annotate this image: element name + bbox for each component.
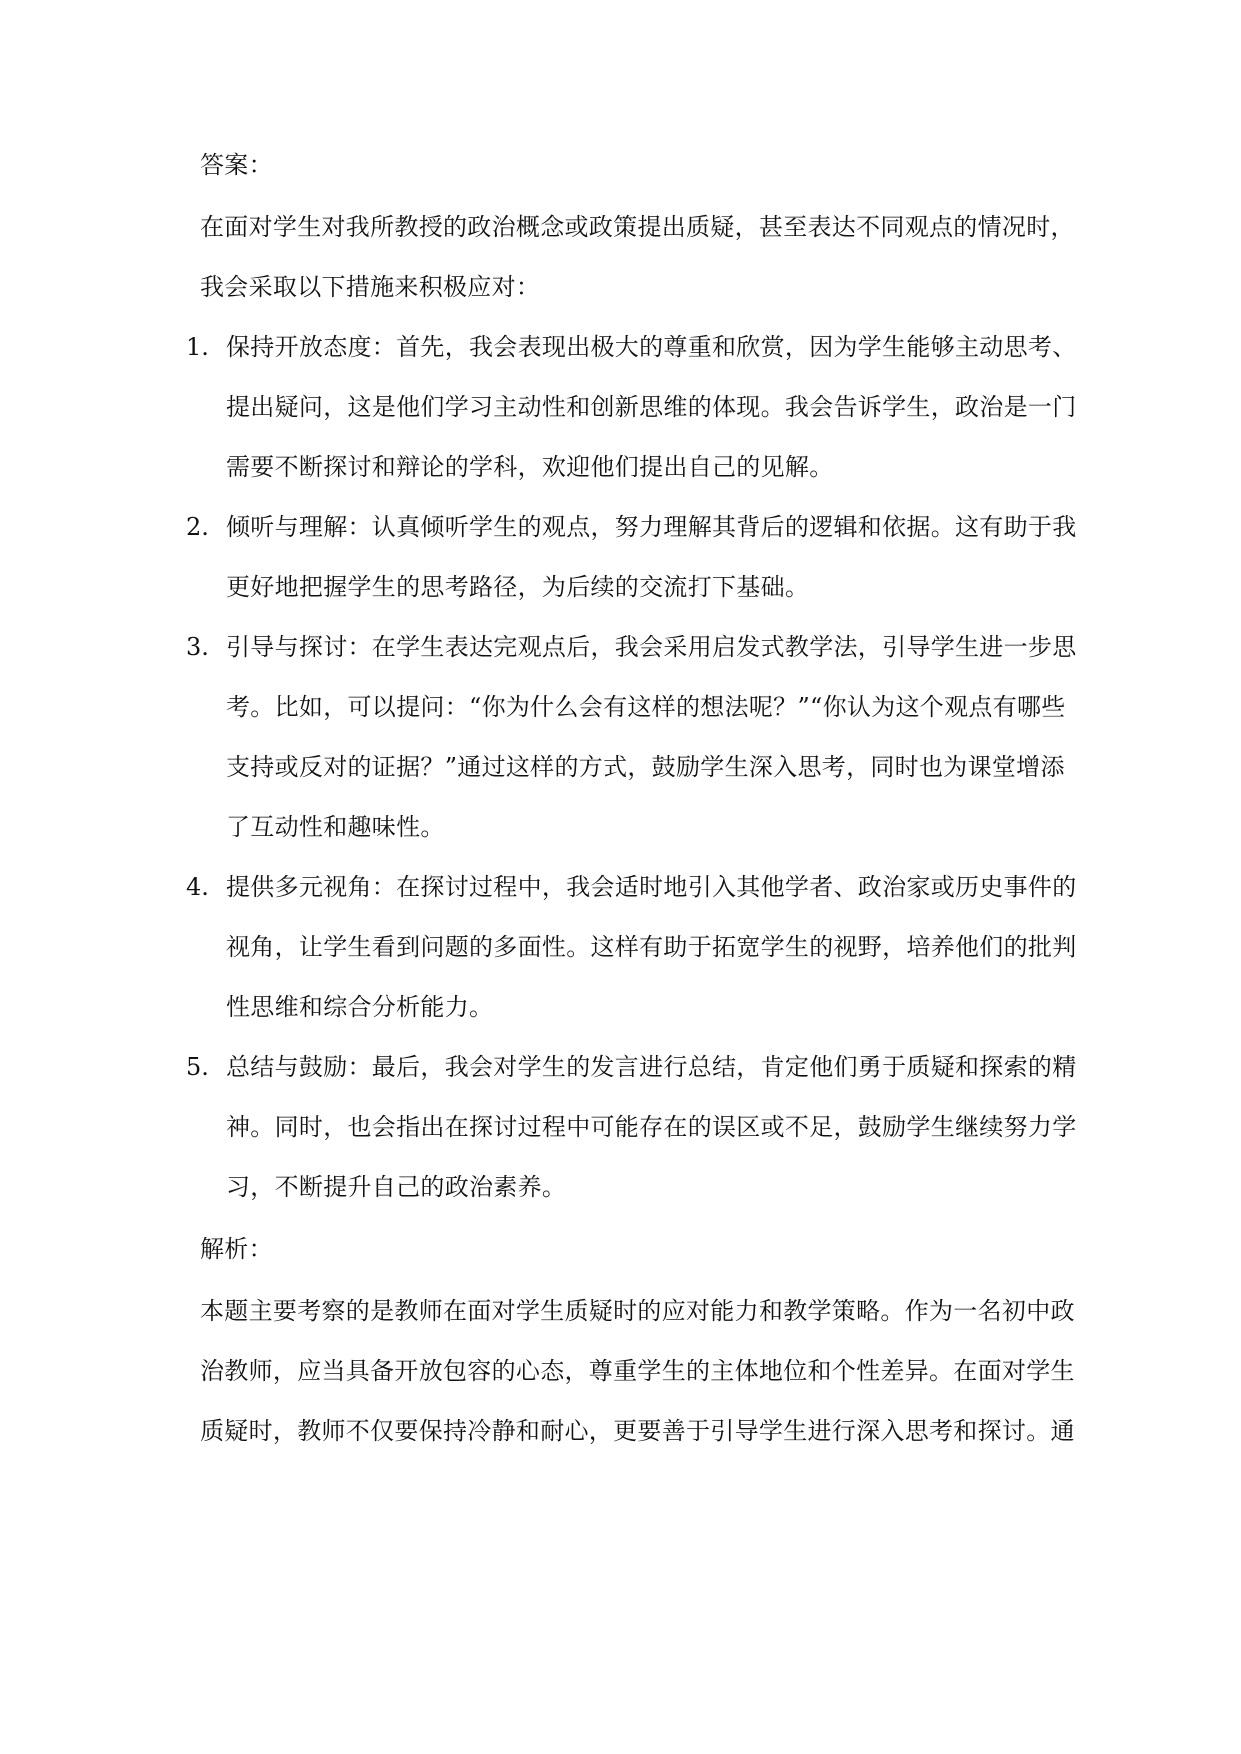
list-item-line: 引导与探讨：在学生表达完观点后，我会采用启发式教学法，引导学生进一步思: [226, 633, 1077, 661]
list-item-line: 保持开放态度：首先，我会表现出极大的尊重和欣赏，因为学生能够主动思考、: [226, 333, 1077, 361]
list-item-line: 性思维和综合分析能力。: [226, 993, 494, 1021]
intro-line: 在面对学生对我所教授的政治概念或政策提出质疑，甚至表达不同观点的情况时，: [200, 213, 1075, 241]
analysis-line: 质疑时，教师不仅要保持冷静和耐心，更要善于引导学生进行深入思考和探讨。通: [200, 1417, 1075, 1445]
list-item-line: 提出疑问，这是他们学习主动性和创新思维的体现。我会告诉学生，政治是一门: [226, 393, 1077, 421]
list-item-line: 支持或反对的证据？”通过这样的方式，鼓励学生深入思考，同时也为课堂增添: [226, 753, 1065, 781]
list-item-number: 1.: [186, 333, 209, 361]
list-item-line: 神。同时，也会指出在探讨过程中可能存在的误区或不足，鼓励学生继续努力学: [226, 1113, 1077, 1141]
list-item-line: 总结与鼓励：最后，我会对学生的发言进行总结，肯定他们勇于质疑和探索的精: [226, 1053, 1077, 1081]
analysis-heading: 解析：: [200, 1235, 273, 1263]
list-item-line: 视角，让学生看到问题的多面性。这样有助于拓宽学生的视野，培养他们的批判: [226, 933, 1077, 961]
list-item-number: 4.: [186, 873, 209, 901]
list-item-line: 需要不断探讨和辩论的学科，欢迎他们提出自己的见解。: [226, 453, 834, 481]
intro-line: 我会采取以下措施来积极应对：: [200, 273, 541, 301]
list-item-number: 5.: [186, 1053, 209, 1081]
analysis-line: 本题主要考察的是教师在面对学生质疑时的应对能力和教学策略。作为一名初中政: [200, 1297, 1075, 1325]
list-item-line: 提供多元视角：在探讨过程中，我会适时地引入其他学者、政治家或历史事件的: [226, 873, 1077, 901]
list-item-number: 3.: [186, 633, 209, 661]
list-item-line: 了互动性和趣味性。: [226, 813, 445, 841]
list-item-line: 习，不断提升自己的政治素养。: [226, 1173, 567, 1201]
list-item-line: 倾听与理解：认真倾听学生的观点，努力理解其背后的逻辑和依据。这有助于我: [226, 513, 1077, 541]
list-item-number: 2.: [186, 513, 209, 541]
list-item-line: 考。比如，可以提问：“你为什么会有这样的想法呢？”“你认为这个观点有哪些: [226, 693, 1066, 721]
list-item-line: 更好地把握学生的思考路径，为后续的交流打下基础。: [226, 573, 810, 601]
answer-heading: 答案：: [200, 151, 273, 179]
analysis-line: 治教师，应当具备开放包容的心态，尊重学生的主体地位和个性差异。在面对学生: [200, 1357, 1075, 1385]
